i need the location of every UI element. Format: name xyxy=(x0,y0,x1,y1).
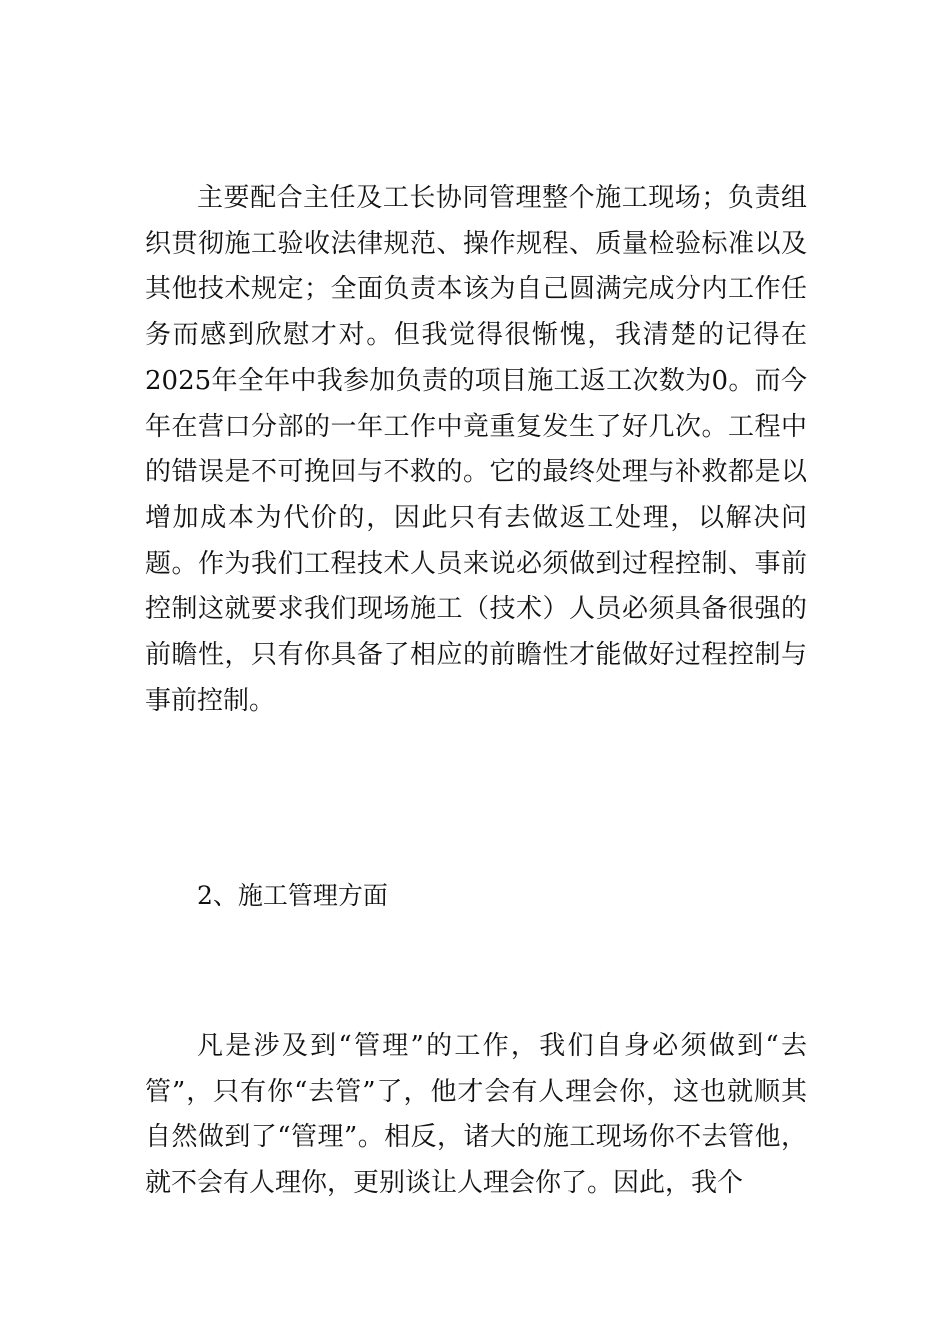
section-heading: 2、施工管理方面 xyxy=(197,881,388,910)
body-paragraph: 主要配合主任及工长协同管理整个施工现场；负责组织贯彻施工验收法律规范、操作规程、质量检验标准以及其他技术规定；全面负责本该为自己圆满完成分内工作任务而感到欣慰才对。但我觉得很惭愧，我清楚的记得在2025年全年中我参加负责的项目施工返工次数为0。而今年在营口分部的一年工作中竟重复发生了好几次。工程中的错误是不可挽回与不救的。它的最终处理与补救都是以增加成本为代价的，因此只有去做返工处理，以解决问题。作为我们工程技术人员来说必须做到过程控制、事前控制这就要求我们现场施工（技术）人员必须具备很强的前瞻性，只有你具备了相应的前瞻性才能做好过程控制与事前控制。 xyxy=(145,183,807,716)
body-paragraph: 凡是涉及到“管理”的工作，我们自身必须做到“去管”，只有你“去管”了，他才会有人理会你，这也就顺其自然做到了“管理”。相反，诸大的施工现场你不去管他，就不会有人理你，更别谈让人理会你了。因此，我个 xyxy=(145,1031,807,1199)
